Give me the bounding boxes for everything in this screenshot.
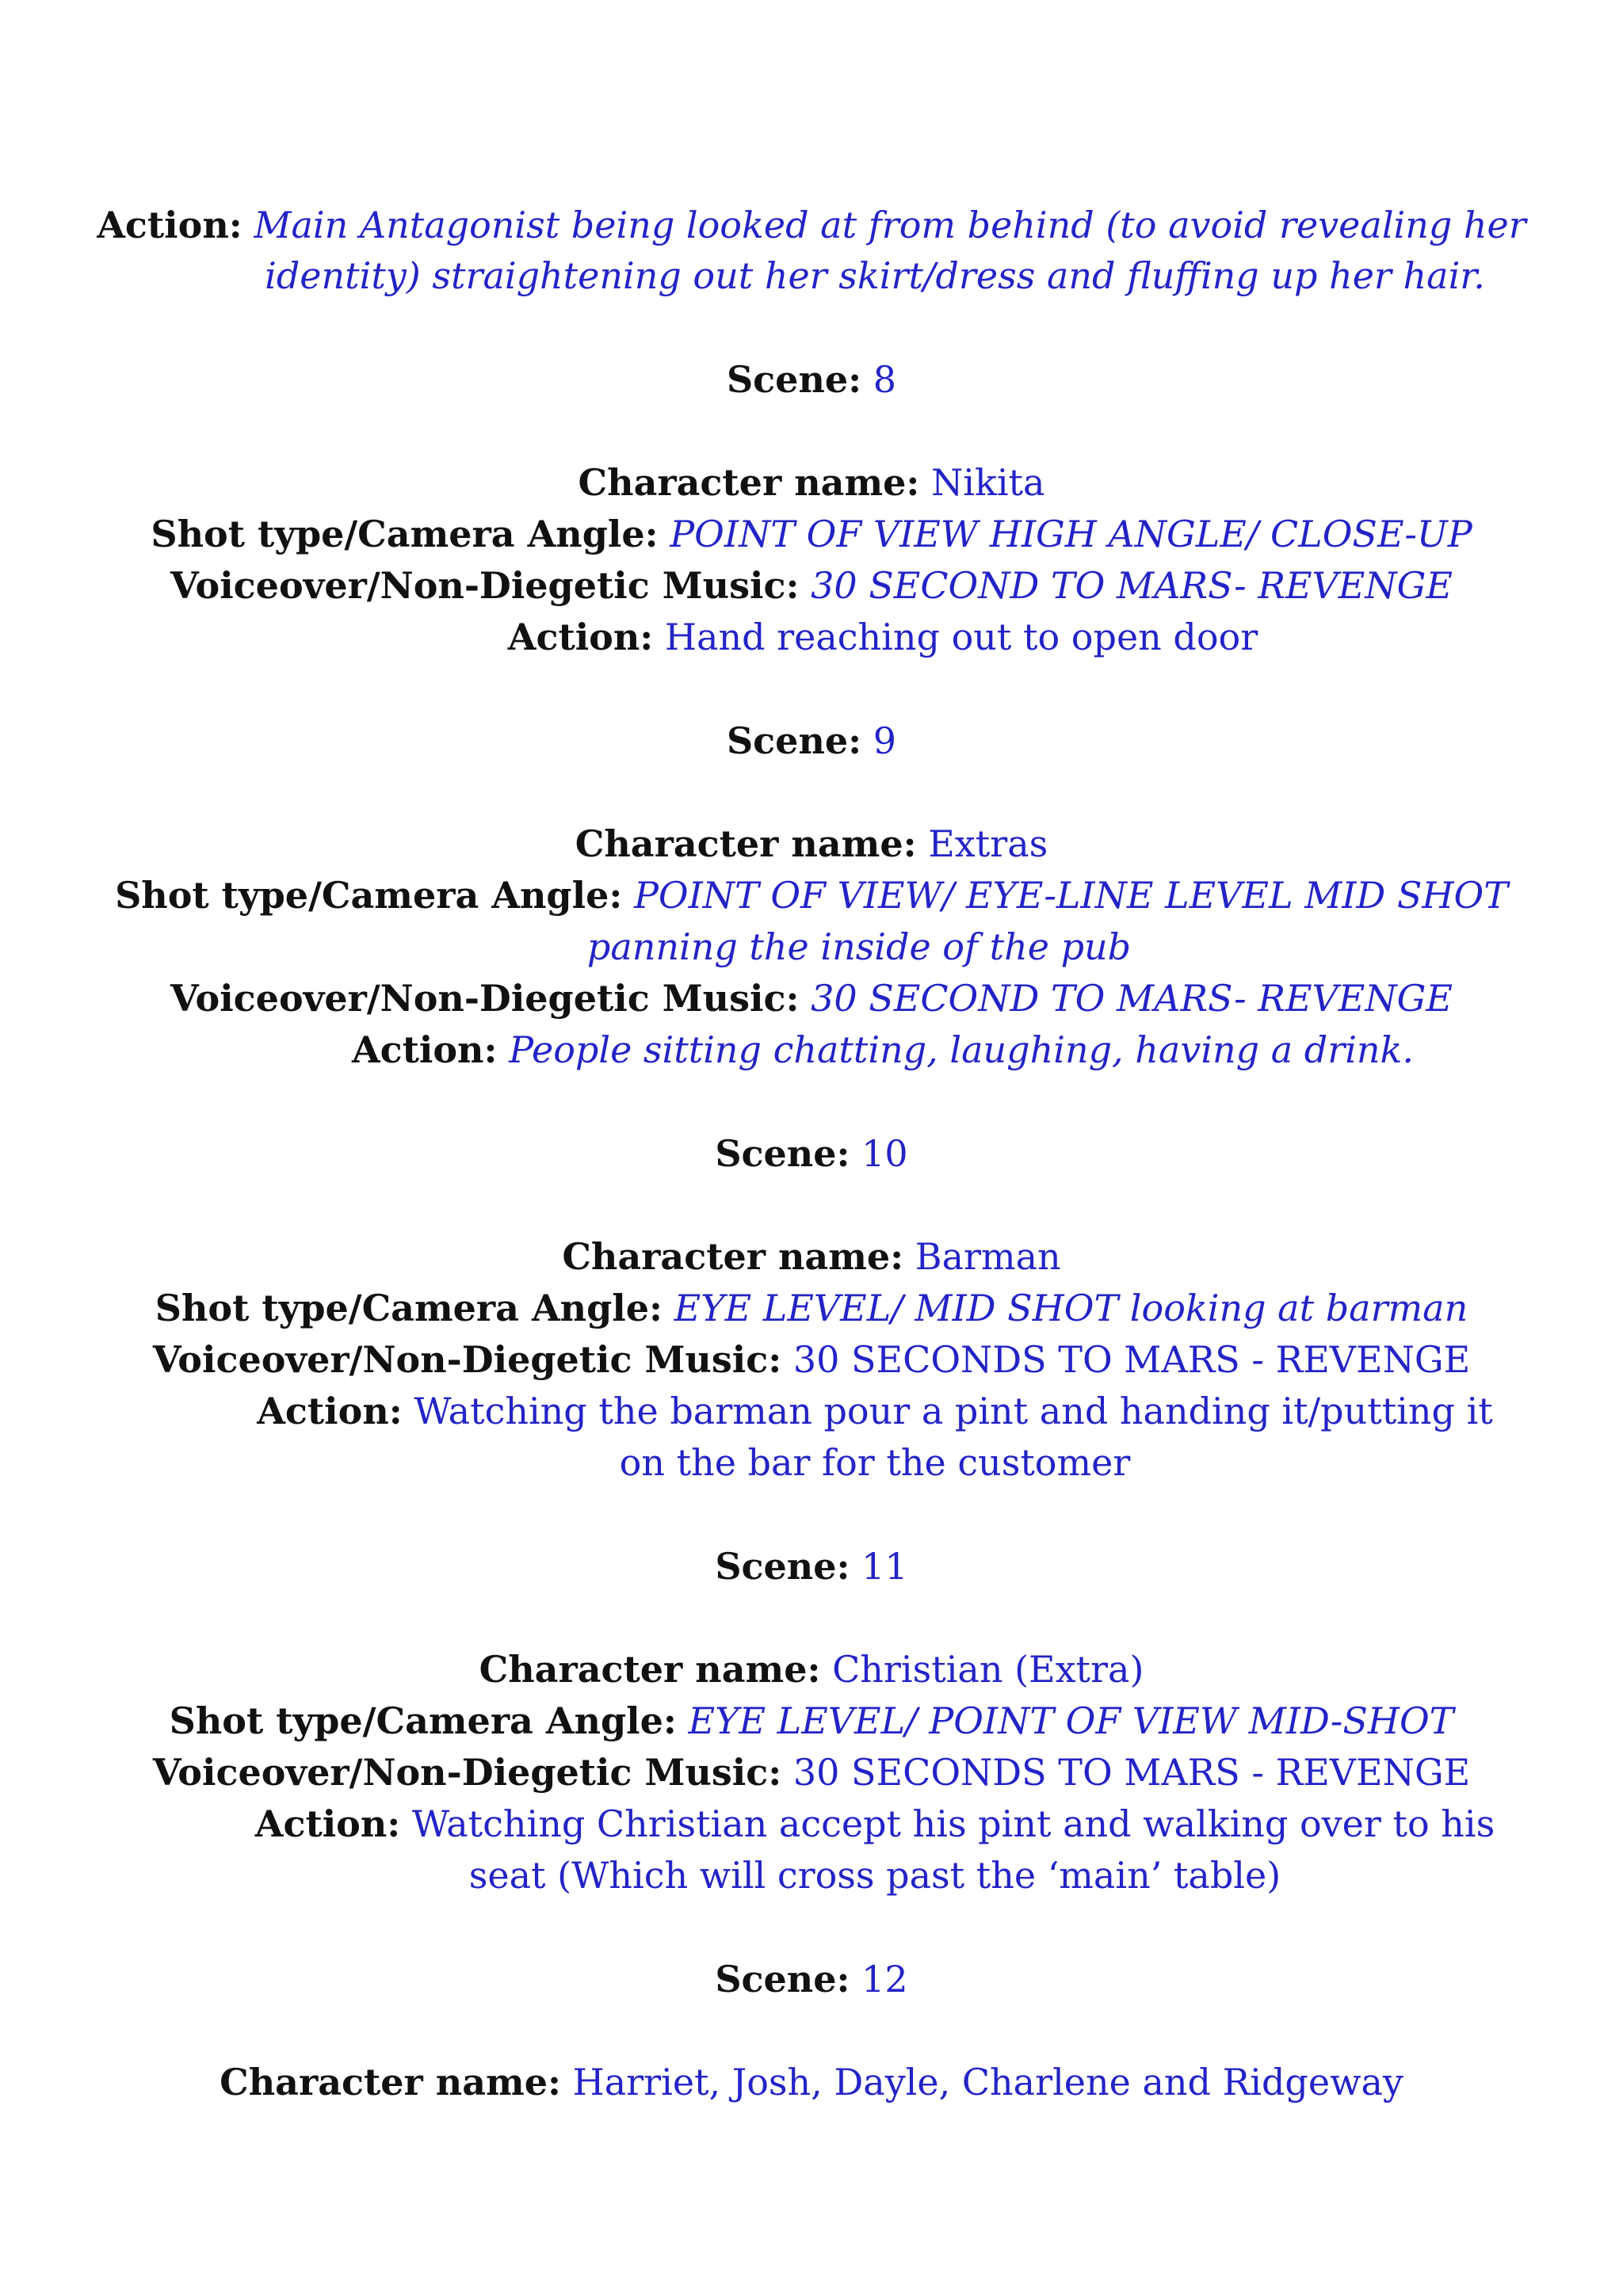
shot-line (0, 509, 1623, 559)
shot-line (0, 1283, 1623, 1333)
action-text: Watching the barman pour a pint and handing it/putting it (414, 1390, 1493, 1432)
voiceover-line (0, 560, 1623, 611)
character-value: Barman (915, 1235, 1061, 1278)
action-label: Action: (507, 616, 654, 658)
voiceover-line (0, 1334, 1623, 1385)
action-line-continued (63, 1850, 1623, 1901)
scene-number: 8 (873, 358, 897, 401)
action-line-continued (63, 1437, 1623, 1488)
scene-heading (0, 1128, 1623, 1179)
scene-label: Scene: (726, 358, 862, 401)
action-line (71, 612, 1623, 662)
action-text: Main Antagonist being looked at from behind (to avoid revealing her (254, 204, 1526, 246)
action-text: Hand reaching out to open door (664, 616, 1258, 658)
shot-value: POINT OF VIEW/ EYE-LINE LEVEL MID SHOT (633, 874, 1508, 917)
action-label: Action: (254, 1802, 401, 1845)
character-line (0, 1644, 1623, 1695)
shot-value: EYE LEVEL/ MID SHOT looking at barman (674, 1287, 1468, 1329)
action-label: Action: (351, 1028, 498, 1071)
voiceover-line (0, 973, 1623, 1024)
scene-number: 10 (861, 1132, 908, 1175)
character-line (0, 2057, 1623, 2107)
scene-label: Scene: (715, 1545, 850, 1588)
character-value: Harriet, Josh, Dayle, Charlene and Ridgeway (572, 2061, 1403, 2103)
scene-number: 12 (861, 1958, 908, 2000)
voiceover-label: Voiceover/Non-Diegetic Music: (170, 564, 800, 607)
shot-line (0, 870, 1623, 921)
voiceover-value: 30 SECOND TO MARS- REVENGE (811, 977, 1453, 1020)
character-value: Extras (928, 822, 1048, 865)
scene-heading (0, 1954, 1623, 2004)
character-value: Christian (Extra) (832, 1648, 1144, 1691)
scene-heading (0, 715, 1623, 766)
action-text: seat (Which will cross past the ‘main’ table) (468, 1854, 1281, 1897)
action-text: on the bar for the customer (619, 1441, 1131, 1484)
character-label: Character name: (562, 1235, 904, 1278)
scene-heading (0, 354, 1623, 405)
character-label: Character name: (479, 1648, 821, 1691)
shot-label: Shot type/Camera Angle: (169, 1699, 677, 1742)
scene-number: 11 (861, 1545, 908, 1588)
voiceover-value: 30 SECONDS TO MARS - REVENGE (792, 1338, 1471, 1381)
character-label: Character name: (575, 822, 917, 865)
action-text: Watching Christian accept his pint and walking over to his (411, 1802, 1495, 1845)
shot-label: Shot type/Camera Angle: (115, 874, 623, 917)
character-line (0, 457, 1623, 508)
action-line (63, 1798, 1623, 1849)
character-label: Character name: (220, 2061, 561, 2103)
shot-value: panning the inside of the pub (586, 925, 1132, 968)
character-line (0, 818, 1623, 869)
scene-label: Scene: (726, 719, 862, 762)
scene-label: Scene: (715, 1958, 850, 2000)
action-text: People sitting chatting, laughing, having a drink. (509, 1028, 1415, 1071)
shot-line (0, 1695, 1623, 1746)
shot-line-continued (48, 921, 1623, 972)
character-label: Character name: (578, 461, 920, 504)
character-line (0, 1231, 1623, 1282)
voiceover-label: Voiceover/Non-Diegetic Music: (152, 1338, 782, 1381)
character-value: Nikita (931, 461, 1045, 504)
voiceover-value: 30 SECOND TO MARS- REVENGE (811, 564, 1453, 607)
action-line (63, 1386, 1623, 1436)
voiceover-label: Voiceover/Non-Diegetic Music: (170, 977, 800, 1020)
scene-label: Scene: (715, 1132, 850, 1175)
action-label: Action: (97, 204, 242, 246)
scene-number: 9 (873, 719, 897, 762)
voiceover-line (0, 1747, 1623, 1798)
scene-heading (0, 1541, 1623, 1592)
shot-label: Shot type/Camera Angle: (155, 1287, 663, 1329)
shot-label: Shot type/Camera Angle: (151, 513, 659, 555)
intro-action-line-2 (63, 250, 1623, 301)
shot-value: EYE LEVEL/ POINT OF VIEW MID-SHOT (688, 1699, 1454, 1742)
voiceover-value: 30 SECONDS TO MARS - REVENGE (792, 1751, 1471, 1794)
shot-value: POINT OF VIEW HIGH ANGLE/ CLOSE-UP (670, 513, 1472, 555)
voiceover-label: Voiceover/Non-Diegetic Music: (152, 1751, 782, 1794)
intro-action-line-1 (0, 200, 1623, 250)
action-label: Action: (257, 1390, 403, 1432)
action-text: identity) straightening out her skirt/dress and fluffing up her hair. (265, 254, 1485, 297)
action-line (71, 1024, 1623, 1075)
